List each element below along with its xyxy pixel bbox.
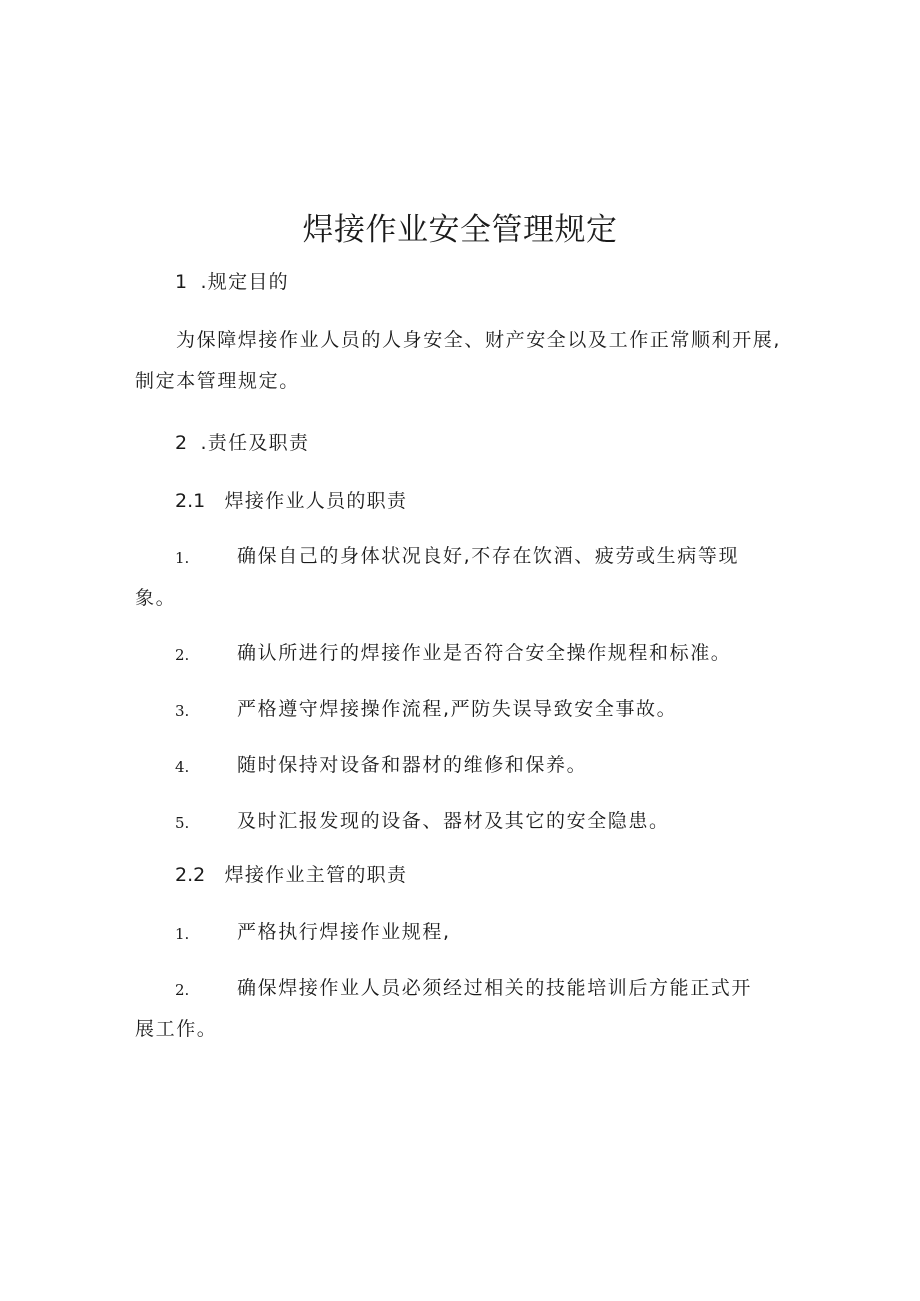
- subsection-2-1-title: 焊接作业人员的职责: [224, 490, 408, 512]
- list-item-text: 确保焊接作业人员必须经过相关的技能培训后方能正式开: [237, 977, 753, 999]
- section-1-title: .规定目的: [200, 271, 289, 293]
- subsection-2-2-number: 2.2: [175, 864, 206, 886]
- section-2-heading: [175, 428, 309, 458]
- list-item-number: 5.: [175, 814, 190, 832]
- list-item-number: 1.: [175, 549, 190, 567]
- section-1-paragraph-line-1: 为保障焊接作业人员的人身安全、财产安全以及工作正常顺利开展,: [176, 329, 782, 351]
- list-item-number: 4.: [175, 758, 190, 776]
- section-1-paragraph-line-2: 制定本管理规定。: [135, 370, 300, 392]
- list-item-text: 确认所进行的焊接作业是否符合安全操作规程和标准。: [237, 642, 732, 664]
- list-item-number: 3.: [175, 702, 190, 720]
- list-item-continuation: 展工作。: [135, 1018, 218, 1040]
- document-title: 焊接作业安全管理规定: [302, 212, 618, 248]
- subsection-2-2-heading: [175, 860, 407, 890]
- list-item-text: 随时保持对设备和器材的维修和保养。: [237, 754, 588, 776]
- list-item-number: 2.: [175, 646, 190, 664]
- list-item-text: 严格遵守焊接操作流程,严防失误导致安全事故。: [237, 698, 678, 720]
- list-item-number: 2.: [175, 981, 190, 999]
- section-2-number: 2: [175, 432, 188, 454]
- list-item-continuation: 象。: [135, 587, 177, 609]
- section-2-title: .责任及职责: [200, 432, 310, 454]
- subsection-2-1-heading: [175, 486, 407, 516]
- list-item-text: 确保自己的身体状况良好,不存在饮酒、疲劳或生病等现: [237, 545, 740, 567]
- list-item-text: 及时汇报发现的设备、器材及其它的安全隐患。: [237, 810, 670, 832]
- subsection-2-2-title: 焊接作业主管的职责: [224, 864, 408, 886]
- section-1-number: 1: [175, 271, 188, 293]
- list-item-number: 1.: [175, 925, 190, 943]
- list-item-text: 严格执行焊接作业规程,: [237, 921, 451, 943]
- subsection-2-1-number: 2.1: [175, 490, 206, 512]
- section-1-heading: [175, 267, 289, 297]
